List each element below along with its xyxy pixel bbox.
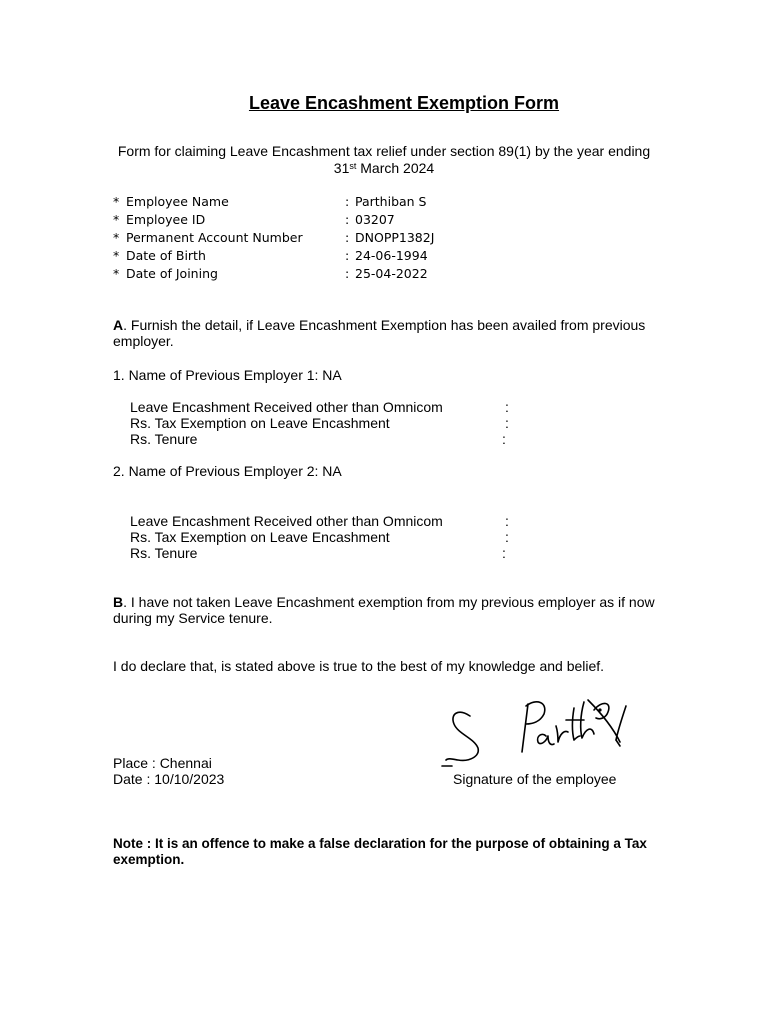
employer-1-tenure: Rs. Tenure <box>130 431 198 447</box>
employer-1-tax-exemption-colon: : <box>505 415 509 431</box>
employer-2-tax-exemption-colon: : <box>505 529 509 545</box>
field-colon: : <box>345 194 350 209</box>
section-a-line2: employer. <box>113 333 174 349</box>
field-value: 03207 <box>355 212 395 227</box>
employer-2-tenure-colon: : <box>502 545 506 561</box>
employer-1-leave-received: Leave Encashment Received other than Omnicom <box>130 399 443 415</box>
employer-2-leave-received: Leave Encashment Received other than Omnicom <box>130 513 443 529</box>
section-a-text: . Furnish the detail, if Leave Encashment Exemption has been availed from previous <box>123 317 646 333</box>
field-colon: : <box>345 266 350 281</box>
employer-2-tax-exemption: Rs. Tax Exemption on Leave Encashment <box>130 529 390 545</box>
signature-image <box>440 680 640 770</box>
employer-2-leave-received-colon: : <box>505 513 509 529</box>
declaration-text: I do declare that, is stated above is true to the best of my knowledge and belief. <box>113 658 605 674</box>
field-label: Date of Birth <box>126 248 206 263</box>
signature-label: Signature of the employee <box>453 771 617 787</box>
form-subtitle: Form for claiming Leave Encashment tax relief under section 89(1) by the year ending <box>117 143 651 159</box>
section-a-marker: A <box>113 317 124 333</box>
section-b-text: . I have not taken Leave Encashment exemption from my previous employer as if now <box>123 594 655 610</box>
bullet: * <box>113 212 120 227</box>
section-b-line1 <box>113 594 655 610</box>
bullet: * <box>113 248 120 263</box>
subtitle-day: 31 <box>333 160 350 176</box>
legal-note: Note : It is an offence to make a false declaration for the purpose of obtaining a Tax exemption. <box>113 836 647 867</box>
employer-1-tax-exemption: Rs. Tax Exemption on Leave Encashment <box>130 415 390 431</box>
bullet: * <box>113 266 120 281</box>
field-label: Permanent Account Number <box>126 230 303 245</box>
employer-2-tenure: Rs. Tenure <box>130 545 198 561</box>
form-subtitle-date <box>0 160 768 176</box>
field-label: Employee Name <box>126 194 229 209</box>
field-value: 25-04-2022 <box>355 266 428 281</box>
field-label: Employee ID <box>126 212 206 227</box>
field-colon: : <box>345 230 350 245</box>
field-colon: : <box>345 248 350 263</box>
employer-1-leave-received-colon: : <box>505 399 509 415</box>
date-label: Date : 10/10/2023 <box>113 771 225 787</box>
place-label: Place : Chennai <box>113 755 212 771</box>
field-colon: : <box>345 212 350 227</box>
bullet: * <box>113 230 120 245</box>
previous-employer-1-heading: 1. Name of Previous Employer 1: NA <box>113 367 342 383</box>
field-value: 24-06-1994 <box>355 248 428 263</box>
field-value: DNOPP1382J <box>355 230 435 245</box>
section-b-marker: B <box>113 594 124 610</box>
subtitle-day-suffix: st <box>349 161 357 171</box>
previous-employer-2-heading: 2. Name of Previous Employer 2: NA <box>113 463 342 479</box>
subtitle-month-year: March 2024 <box>356 160 435 176</box>
section-b-line2: during my Service tenure. <box>113 610 273 626</box>
section-a-line1 <box>113 317 645 333</box>
bullet: * <box>113 194 120 209</box>
field-value: Parthiban S <box>355 194 427 209</box>
form-title: Leave Encashment Exemption Form <box>248 93 560 113</box>
employer-1-tenure-colon: : <box>502 431 506 447</box>
field-label: Date of Joining <box>126 266 218 281</box>
